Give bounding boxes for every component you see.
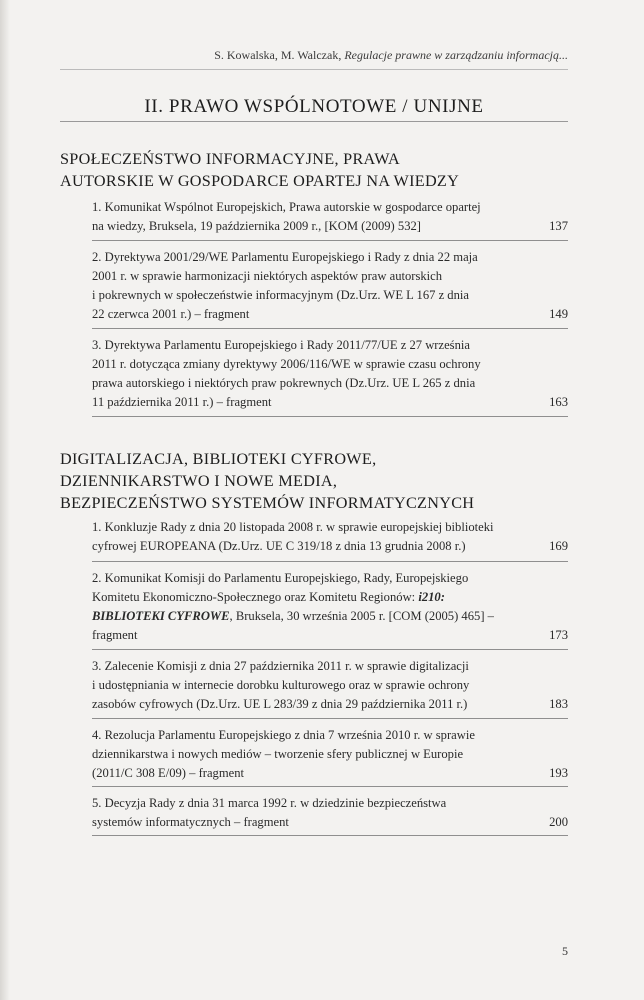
toc-entry[interactable] bbox=[92, 726, 568, 783]
toc-entry[interactable] bbox=[92, 518, 568, 556]
entry-rule bbox=[92, 649, 568, 650]
part-title-rule bbox=[60, 121, 568, 122]
toc-entry[interactable] bbox=[92, 198, 568, 236]
entry-line: dziennikarstwa i nowych mediów – tworzenie sfery publicznej w Europie bbox=[92, 747, 464, 761]
entry-line: i pokrewnych w społeczeństwie informacyjnym (Dz.Urz. WE L 167 z dnia bbox=[92, 288, 469, 302]
entry-line: 2001 r. w sprawie harmonizacji niektórych aspektów praw autorskich bbox=[92, 269, 443, 283]
page-number: 193 bbox=[549, 766, 568, 780]
entry-line: (2011/C 308 E/09) – fragment bbox=[92, 766, 245, 780]
page-folio: 5 bbox=[562, 944, 568, 958]
running-header bbox=[60, 48, 568, 63]
page-number: 137 bbox=[549, 219, 568, 233]
entry-line: prawa autorskiego i niektórych praw pokrewnych (Dz.Urz. UE L 265 z dnia bbox=[92, 376, 476, 390]
page-number: 200 bbox=[549, 815, 568, 829]
toc-entry[interactable] bbox=[92, 248, 568, 324]
toc-entry[interactable] bbox=[92, 336, 568, 412]
section-title-line: BEZPIECZEŃSTWO SYSTEMÓW INFORMATYCZNYCH bbox=[60, 494, 475, 512]
entry-line: 2. Dyrektywa 2001/29/WE Parlamentu Europejskiego i Rady z dnia 22 maja bbox=[92, 250, 478, 264]
section-title-line: SPOŁECZEŃSTWO INFORMACYJNE, PRAWA bbox=[60, 150, 401, 168]
entry-italic-code: i210: bbox=[418, 590, 445, 604]
entry-rule bbox=[92, 240, 568, 241]
page-number: 183 bbox=[549, 697, 568, 711]
entry-line: zasobów cyfrowych (Dz.Urz. UE L 283/39 z dnia 29 października 2011 r.) bbox=[92, 697, 468, 711]
header-rule bbox=[60, 69, 568, 70]
page-number: 173 bbox=[549, 628, 568, 642]
part-title: II. PRAWO WSPÓLNOTOWE / UNIJNE bbox=[144, 96, 484, 117]
entry-line: 11 października 2011 r.) – fragment bbox=[92, 395, 272, 409]
entry-line: 5. Decyzja Rady z dnia 31 marca 1992 r. w dziedzinie bezpieczeństwa bbox=[92, 796, 447, 810]
entry-line: cyfrowej EUROPEANA (Dz.Urz. UE C 319/18 z dnia 13 grudnia 2008 r.) bbox=[92, 539, 466, 553]
section-title-line: DIGITALIZACJA, BIBLIOTEKI CYFROWE, bbox=[60, 450, 377, 468]
page-edge-shadow bbox=[0, 0, 10, 1000]
toc-entry[interactable] bbox=[92, 657, 568, 714]
entry-line: 3. Dyrektywa Parlamentu Europejskiego i Rady 2011/77/UE z 27 września bbox=[92, 338, 470, 352]
entry-rule bbox=[92, 416, 568, 417]
entry-line: BIBLIOTEKI CYFROWE, Bruksela, 30 września 2005 r. [COM (2005) 465] – bbox=[92, 609, 494, 623]
entry-rule bbox=[92, 561, 568, 562]
section-title-2 bbox=[60, 448, 568, 514]
toc-entry[interactable] bbox=[92, 794, 568, 832]
page-number: 163 bbox=[549, 395, 568, 409]
section-title-line: AUTORSKIE W GOSPODARCE OPARTEJ NA WIEDZY bbox=[60, 172, 460, 190]
entry-line: 1. Konkluzje Rady z dnia 20 listopada 2008 r. w sprawie europejskiej biblioteki bbox=[92, 520, 494, 534]
entry-italic-title: BIBLIOTEKI CYFROWE bbox=[92, 609, 230, 623]
entry-line: 22 czerwca 2001 r.) – fragment bbox=[92, 307, 250, 321]
entry-line: 2011 r. dotycząca zmiany dyrektywy 2006/116/WE w sprawie czasu ochrony bbox=[92, 357, 481, 371]
entry-line: na wiedzy, Bruksela, 19 października 2009 r., [KOM (2009) 532] bbox=[92, 219, 421, 233]
toc-entry[interactable] bbox=[92, 569, 568, 645]
page-number: 169 bbox=[549, 539, 568, 553]
header-title: Regulacje prawne w zarządzaniu informacją... bbox=[344, 48, 568, 62]
entry-line: Komitetu Ekonomiczno-Społecznego oraz Komitetu Regionów: i210: bbox=[92, 590, 445, 604]
entry-line: i udostępniania w internecie dorobku kulturowego oraz w sprawie ochrony bbox=[92, 678, 470, 692]
header-authors: S. Kowalska, M. Walczak, bbox=[214, 48, 342, 62]
entry-line: 3. Zalecenie Komisji z dnia 27 października 2011 r. w sprawie digitalizacji bbox=[92, 659, 469, 673]
section-title-1 bbox=[60, 148, 568, 192]
entry-line: 2. Komunikat Komisji do Parlamentu Europejskiego, Rady, Europejskiego bbox=[92, 571, 469, 585]
page-number: 149 bbox=[549, 307, 568, 321]
entry-line: fragment bbox=[92, 628, 138, 642]
entry-rule bbox=[92, 786, 568, 787]
entry-rule bbox=[92, 718, 568, 719]
entry-line: systemów informatycznych – fragment bbox=[92, 815, 289, 829]
entry-rule bbox=[92, 835, 568, 836]
entry-line: 4. Rezolucja Parlamentu Europejskiego z dnia 7 września 2010 r. w sprawie bbox=[92, 728, 475, 742]
entry-rule bbox=[92, 328, 568, 329]
section-title-line: DZIENNIKARSTWO I NOWE MEDIA, bbox=[60, 472, 338, 490]
entry-line: 1. Komunikat Wspólnot Europejskich, Prawa autorskie w gospodarce opartej bbox=[92, 200, 481, 214]
